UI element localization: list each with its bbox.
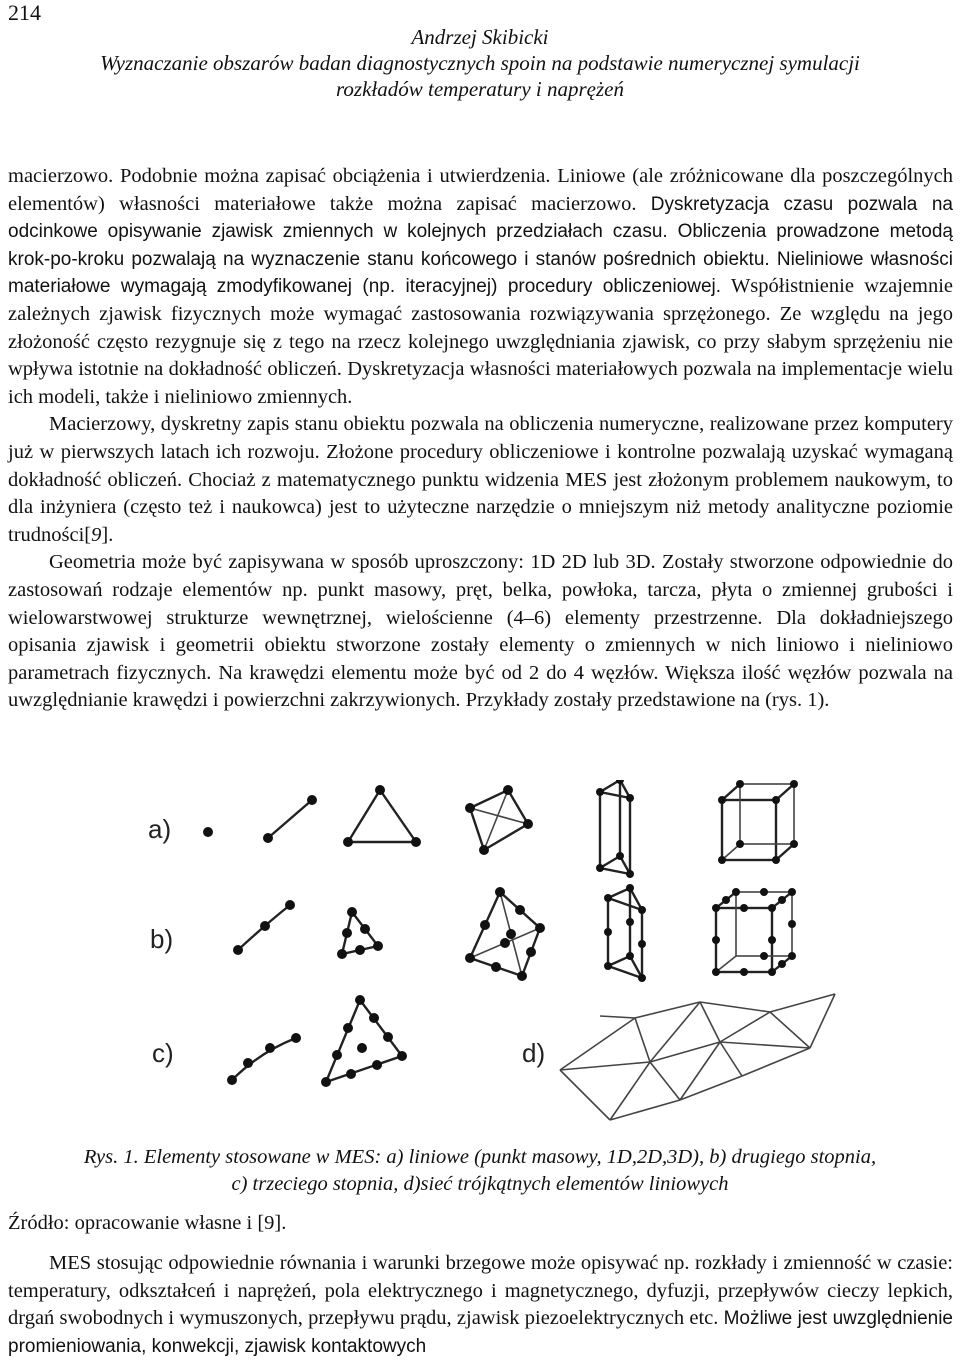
- element-a-2d-triangle: [343, 785, 421, 847]
- bottom-paragraph: [8, 1250, 953, 1360]
- figure-label-b: b): [150, 924, 174, 954]
- figure-label-d: d): [522, 1038, 546, 1068]
- header-author: Andrzej Skibicki: [411, 25, 549, 49]
- caption-line1: Rys. 1. Elementy stosowane w MES: a) liniowe (punkt masowy, 1D,2D,3D), b) drugiego stopnia,: [83, 1146, 877, 1168]
- paragraph-2-text: Macierzowy, dyskretny zapis stanu obiektu pozwala na obliczenia numeryczne, realizowane przez komputery już w pierwszych latach ich rozwoju. Złożone procedury obliczeniowe i kontrolne pozwalają uzyskać wymaganą dokładność obliczeń. Chociaż z matematycznego punktu widzenia MES jest złożonym problemem naukowym, to dla inżyniera (często też i naukowca) jest to użyteczne narzędzie o mniejszym niż metody analityczne poziomie trudności[: [8, 413, 953, 546]
- page-number: 214: [8, 0, 41, 25]
- figure-label-a: a): [148, 814, 172, 844]
- caption-line2: c) trzeciego stopnia, d)sieć trójkątnych elementów liniowych: [231, 1173, 729, 1195]
- paragraph-1: [8, 163, 953, 411]
- element-c-2d-triangle: [321, 995, 407, 1087]
- paragraph-2-end: ].: [101, 523, 114, 546]
- citation-ref: 9: [91, 523, 102, 546]
- figure-label-c: c): [152, 1038, 174, 1068]
- element-a-3d-hexahedron: [718, 780, 798, 864]
- element-b-3d-tetrahedron: [465, 887, 545, 981]
- element-b-1d-quadratic: [233, 900, 295, 955]
- element-b-3d-hexahedron: [712, 888, 796, 976]
- node-point-mass: [203, 827, 213, 837]
- element-a-1d: [263, 795, 317, 843]
- element-b-2d-triangle: [337, 907, 383, 959]
- paragraph-1-part-c: Współistnienie wzajemnie zależnych zjawisk fizycznych może wymagać zastosowania rozwiązywania sprzężonego. Ze względu na jego złożoność często rezygnuje się z tego na rzecz kolejnego uwzględniania zjawisk, co przy słabym sprzężeniu nie wpływa istotnie na dokładność obliczeń. Dyskretyzacja własności materiałowych pozwala na implementacje wielu ich modeli, także i nieliniowo zmiennych.: [8, 275, 953, 408]
- paragraph-2: [8, 411, 953, 549]
- element-b-3d-wedge: [604, 884, 646, 982]
- paragraph-4-part-a: MES stosując odpowiednie równania i warunki brzegowe może opisywać np. rozkłady i zmienność w czasie: temperatury, odkształceń i naprężeń, pola elektrycznego i magnetycznego, dyfuzji, przepływów cieczy lepkich, drgań swobodnych i wymuszonych, przepływu prądu, zjawisk piezoelektrycznych etc.: [8, 1252, 953, 1330]
- element-d-triangular-mesh: [560, 994, 835, 1120]
- element-a-3d-tetrahedron: [465, 785, 533, 855]
- figure-caption: [0, 1144, 960, 1198]
- paragraph-1-part-b: Dyskretyzacja czasu pozwala na odcinkowe opisywanie zjawisk zmiennych w kolejnych przedziałach czasu. Obliczenia prowadzone metodą krok-po-kroku pozwalają na wyznaczenie stanu końcowego i stanów pośrednich obiektu. Nieliniowe własności materiałowe wymagają zmodyfikowanej (np. iteracyjnej) procedury obliczeniowej.: [8, 193, 953, 298]
- header-title-line1: Wyznaczanie obszarów badan diagnostycznych spoin na podstawie numerycznej symulacji: [100, 51, 860, 75]
- paragraph-1-part-a: macierzowo. Podobnie można zapisać obciążenia i utwierdzenia. Liniowe (ale zróżnicowane dla poszczególnych elementów) własności materiałowe także można zapisać macierzowo.: [8, 165, 953, 215]
- figure-fem-elements: [130, 780, 850, 1130]
- paragraph-3: Geometria może być zapisywana w sposób uproszczony: 1D 2D lub 3D. Zostały stworzone odpowiednie do zastosowań rodzaje elementów np. punkt masowy, pręt, belka, powłoka, tarcza, płyta o zmiennej grubości i wielowarstwowej strukturze wewnętrznej, wielościenne (4–6) elementy przestrzenne. Dla dokładniejszego opisania zjawisk i geometrii obiektu stworzone zostały elementy o zmiennych w nich liniowo i nieliniowo parametrach fizycznych. Na krawędzi elementu może być od 2 do 4 węzłów. Większa ilość węzłów pozwala na uwzględnianie krawędzi i powierzchni zakrzywionych. Przykłady zostały przedstawione na (rys. 1).: [8, 551, 953, 712]
- paragraph-4-part-b: Możliwe jest uwzględnienie promieniowania, konwekcji, zjawisk kontaktowych: [8, 1308, 953, 1357]
- element-a-3d-wedge: [596, 780, 634, 878]
- figure-source: Źródło: opracowanie własne i [9].: [8, 1212, 287, 1234]
- element-c-1d-cubic: [227, 1033, 301, 1085]
- header-title-line2: rozkładów temperatury i naprężeń: [336, 77, 624, 101]
- paragraph-4: [8, 1250, 953, 1360]
- running-header: [0, 24, 960, 102]
- body-text: [8, 163, 953, 715]
